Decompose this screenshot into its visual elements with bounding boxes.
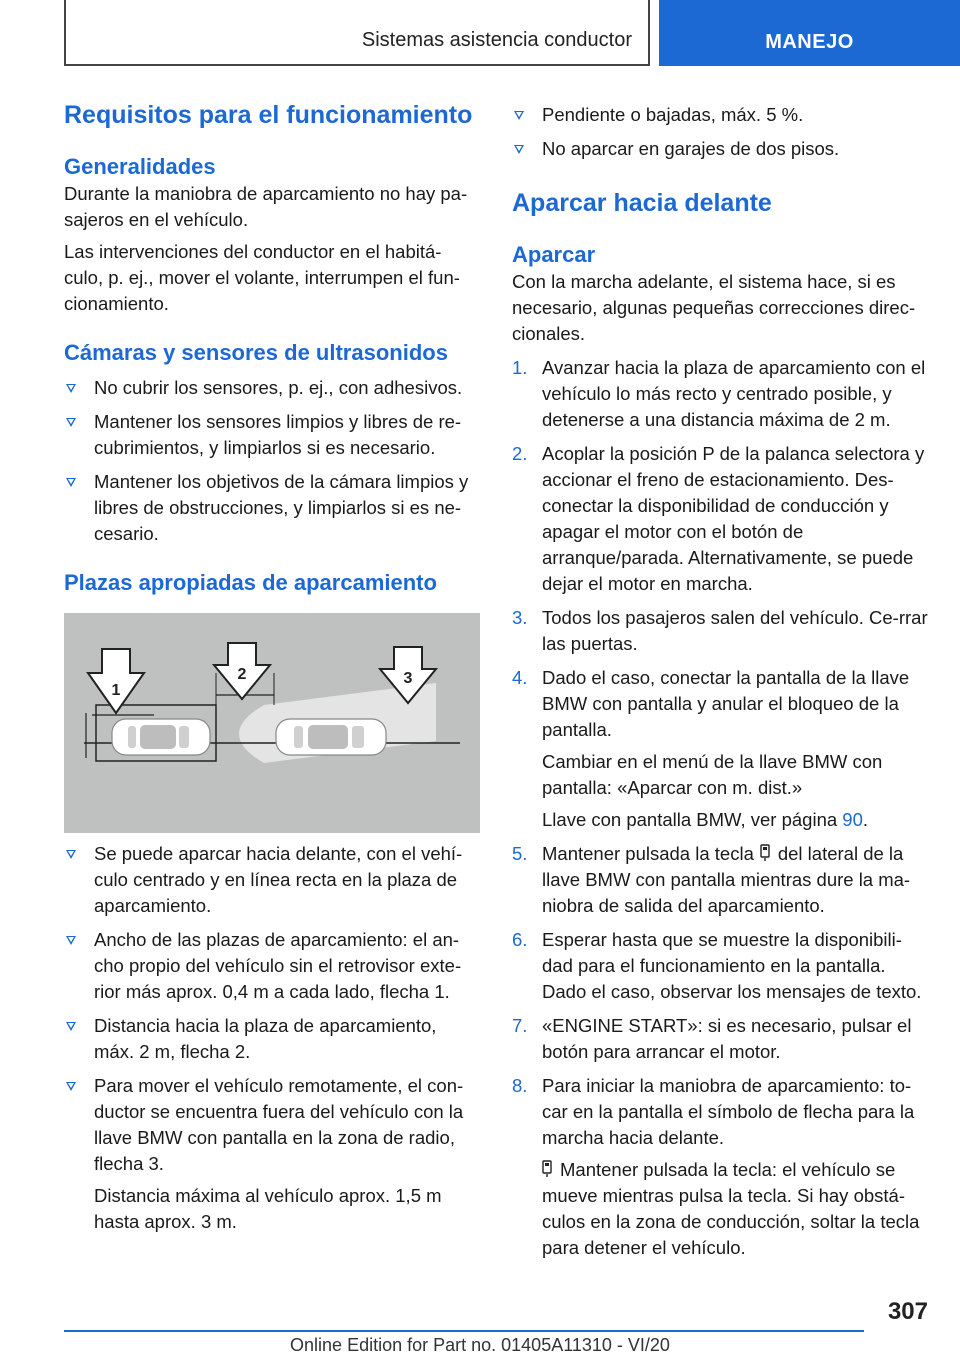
list-item: No aparcar en garajes de dos pisos. bbox=[512, 136, 928, 162]
bullet-triangle-icon bbox=[66, 1022, 76, 1031]
chapter-tab bbox=[659, 0, 960, 66]
paragraph-park-intro: Con la marcha adelante, el sistema hace, si es necesario, algunas pequeñas correcciones direc-cionales. bbox=[512, 271, 916, 344]
remote-key-icon bbox=[542, 1160, 554, 1178]
step-item: 1. Avanzar hacia la plaza de aparcamiento con el vehículo lo más recto y centrado posible, y detenerse a una distancia máxima de 2 m. bbox=[512, 357, 926, 430]
step-item: 7. «ENGINE START»: si es necesario, pulsar el botón para arrancar el motor. bbox=[512, 1015, 912, 1062]
svg-text:2: 2 bbox=[237, 666, 247, 683]
list-item: Mantener los objetivos de la cámara limpios y libres de obstrucciones, y limpiarlos si es ne-cesario. bbox=[64, 469, 480, 547]
list-item: Para mover el vehículo remotamente, el con-ductor se encuentra fuera del vehículo con la llave BMW con pantalla en la zona de radio, flecha 3. bbox=[64, 1073, 480, 1177]
parking-diagram-illustration bbox=[64, 613, 480, 833]
page-header bbox=[0, 0, 960, 66]
list-item: Mantener los sensores limpios y libres de re-cubrimientos, y limpiarlos si es necesario. bbox=[64, 409, 480, 461]
bullet-triangle-icon bbox=[66, 1082, 76, 1091]
bullet-triangle-icon bbox=[66, 384, 76, 393]
radio-zone-end bbox=[239, 705, 264, 763]
list-item: Pendiente o bajadas, máx. 5 %. bbox=[512, 102, 928, 128]
footer-edition: Online Edition for Part no. 01405A11310 - VI/20 bbox=[290, 1335, 670, 1355]
step-item: 5. Mantener pulsada la tecla del lateral de la llave BMW con pantalla mientras dure la ma-niobra de salida del aparcamiento. bbox=[512, 843, 911, 916]
left-column bbox=[64, 100, 480, 1235]
parking-diagram bbox=[64, 613, 480, 833]
page-number: 307 bbox=[887, 1298, 928, 1325]
arrow-2 bbox=[214, 643, 270, 699]
heading-general: Generalidades bbox=[64, 154, 216, 179]
step-item: 3. Todos los pasajeros salen del vehículo. Ce-rrar las puertas. bbox=[512, 607, 928, 654]
footer-divider bbox=[64, 1330, 864, 1332]
chapter-title: MANEJO bbox=[765, 31, 854, 53]
step-item: 4. Dado el caso, conectar la pantalla de la llave BMW con pantalla y anular el bloqueo de la pantalla. bbox=[512, 667, 910, 740]
car-approaching bbox=[276, 719, 386, 755]
step-item: 8. Para iniciar la maniobra de aparcamiento: to-car en la pantalla el símbolo de flecha para la marcha hacia delante. bbox=[512, 1075, 915, 1148]
list-item: Distancia hacia la plaza de aparcamiento, máx. 2 m, flecha 2. bbox=[64, 1013, 480, 1065]
svg-text:1: 1 bbox=[111, 682, 121, 699]
right-column bbox=[512, 100, 928, 1261]
svg-text:3: 3 bbox=[403, 670, 413, 687]
paragraph-general-1: Durante la maniobra de aparcamiento no hay pa-sajeros en el vehículo. bbox=[64, 183, 468, 230]
bullet-triangle-icon bbox=[66, 936, 76, 945]
heading-requirements: Requisitos para el funcionamiento bbox=[64, 101, 473, 129]
step-8-note: Mantener pulsada la tecla: el vehículo se mueve mientras pulsa la tecla. Si hay obstá-culos en la zona de conducción, soltar la tecla para detener el vehículo. bbox=[542, 1159, 920, 1258]
step-4-menu-note: Cambiar en el menú de la llave BMW con pantalla: «Aparcar con m. dist.» bbox=[542, 751, 883, 798]
paragraph-general-2: Las intervenciones del conductor en el habitá-culo, p. ej., mover el volante, interrumpen el fun-cionamiento. bbox=[64, 241, 460, 314]
list-item-note: Distancia máxima al vehículo aprox. 1,5 m hasta aprox. 3 m. bbox=[94, 1185, 442, 1232]
arrow-1 bbox=[88, 649, 144, 713]
page-link[interactable]: 90 bbox=[842, 809, 863, 830]
list-item: Se puede aparcar hacia delante, con el vehí-culo centrado y en línea recta en la plaza de aparcamiento. bbox=[64, 841, 480, 919]
heading-park-forward: Aparcar hacia delante bbox=[512, 189, 772, 217]
remote-key-icon bbox=[760, 844, 772, 862]
step-item: 6. Esperar hasta que se muestre la disponibili-dad para el funcionamiento en la pantalla. Dado el caso, observar los mensajes de texto. bbox=[512, 929, 922, 1002]
section-title: Sistemas asistencia conductor bbox=[361, 29, 632, 51]
bullet-triangle-icon bbox=[514, 145, 524, 154]
heading-park: Aparcar bbox=[512, 242, 596, 267]
bullet-triangle-icon bbox=[514, 111, 524, 120]
bullet-triangle-icon bbox=[66, 850, 76, 859]
bullet-triangle-icon bbox=[66, 478, 76, 487]
bullet-triangle-icon bbox=[66, 418, 76, 427]
car-parked bbox=[112, 719, 210, 755]
section-header-box bbox=[64, 0, 650, 66]
step-item: 2. Acoplar la posición P de la palanca selectora y accionar el freno de estacionamiento. Des-conectar la disponibilidad de conducción y apagar el motor con el botón de arranque/parada. Alternativamente, se puede dejar el motor en marcha. bbox=[512, 443, 925, 594]
step-4-page-ref: Llave con pantalla BMW, ver página 90. bbox=[542, 809, 869, 830]
heading-cameras-sensors: Cámaras y sensores de ultrasonidos bbox=[64, 340, 448, 365]
list-item: Ancho de las plazas de aparcamiento: el an-cho propio del vehículo sin el retrovisor exte-rior más aprox. 0,4 m a cada lado, flecha 1. bbox=[64, 927, 480, 1005]
list-item: No cubrir los sensores, p. ej., con adhesivos. bbox=[64, 375, 480, 401]
heading-parking-places: Plazas apropiadas de aparcamiento bbox=[64, 570, 437, 595]
